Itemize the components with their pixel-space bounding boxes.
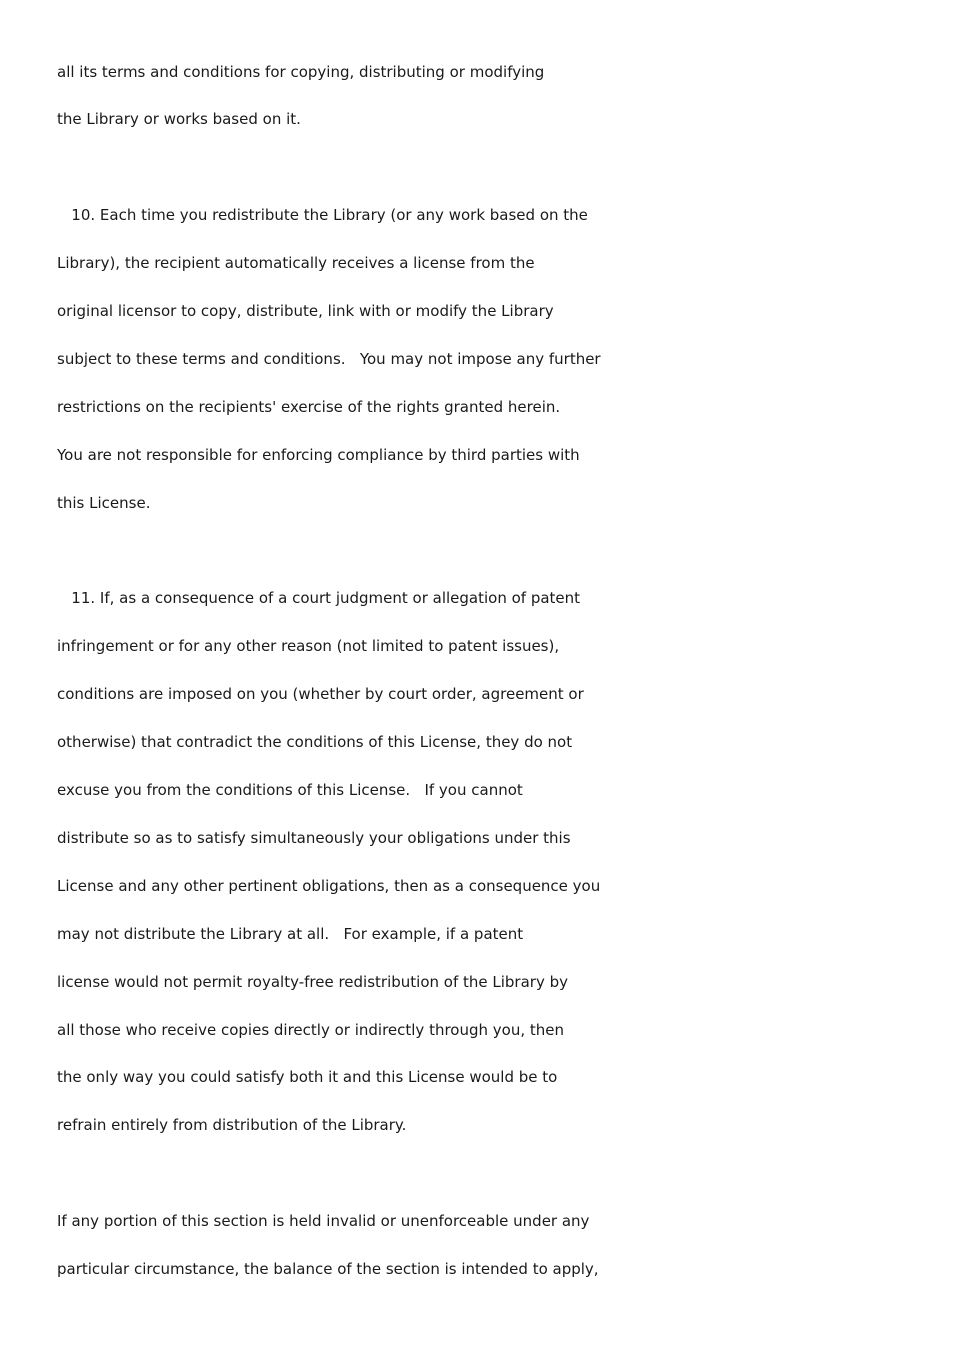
- text-line: If any portion of this section is held invalid or unenforceable under any: [57, 1212, 590, 1230]
- text-line: refrain entirely from distribution of the Library.: [57, 1116, 407, 1134]
- text-line: license would not permit royalty-free redistribution of the Library by: [57, 973, 568, 991]
- text-line: restrictions on the recipients' exercise of the rights granted herein.: [57, 398, 561, 416]
- text-line: this License.: [57, 494, 151, 512]
- section-11-heading-line: 11. If, as a consequence of a court judgment or allegation of patent: [57, 589, 581, 607]
- text-line: License and any other pertinent obligations, then as a consequence you: [57, 877, 601, 895]
- text-line: distribute so as to satisfy simultaneously your obligations under this: [57, 829, 571, 847]
- section-10-heading-line: 10. Each time you redistribute the Library (or any work based on the: [57, 206, 588, 224]
- text-line: the only way you could satisfy both it and this License would be to: [57, 1068, 558, 1086]
- text-line: may not distribute the Library at all. For example, if a patent: [57, 925, 524, 943]
- text-line: particular circumstance, the balance of the section is intended to apply,: [57, 1260, 599, 1278]
- text-line: all its terms and conditions for copying, distributing or modifying: [57, 63, 545, 81]
- text-line: conditions are imposed on you (whether by court order, agreement or: [57, 685, 584, 703]
- text-line: Library), the recipient automatically receives a license from the: [57, 254, 535, 272]
- text-line: excuse you from the conditions of this License. If you cannot: [57, 781, 523, 799]
- text-line: subject to these terms and conditions. You may not impose any further: [57, 350, 601, 368]
- text-line: the Library or works based on it.: [57, 110, 301, 128]
- text-line: infringement or for any other reason (not limited to patent issues),: [57, 637, 560, 655]
- text-line: You are not responsible for enforcing compliance by third parties with: [57, 446, 580, 464]
- text-line: original licensor to copy, distribute, link with or modify the Library: [57, 302, 554, 320]
- text-line: otherwise) that contradict the conditions of this License, they do not: [57, 733, 573, 751]
- text-line: all those who receive copies directly or indirectly through you, then: [57, 1021, 565, 1039]
